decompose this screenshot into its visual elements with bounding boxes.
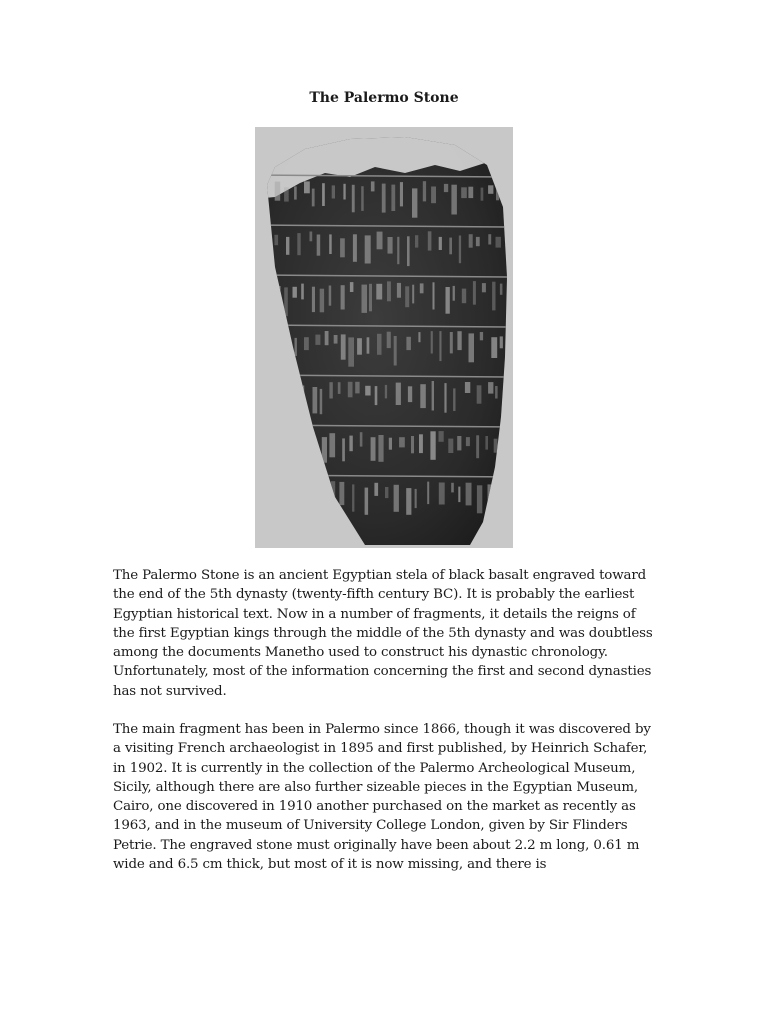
hieroglyph-mark xyxy=(450,332,453,353)
hieroglyph-mark xyxy=(375,386,378,405)
hieroglyph-mark xyxy=(500,481,506,490)
hieroglyph-mark xyxy=(367,337,370,353)
hieroglyph-mark xyxy=(473,281,476,305)
hieroglyph-mark xyxy=(382,184,386,213)
hieroglyph-mark xyxy=(274,235,278,245)
hieroglyph-mark xyxy=(274,436,276,450)
hieroglyph-mark xyxy=(278,384,281,392)
hieroglyph-mark xyxy=(500,336,503,348)
hieroglyph-mark xyxy=(420,283,424,293)
hieroglyph-mark xyxy=(377,232,383,250)
hieroglyph-mark xyxy=(469,234,473,248)
hieroglyph-mark xyxy=(301,386,304,412)
hieroglyph-mark xyxy=(504,433,510,457)
stone-stela-icon xyxy=(255,127,513,548)
hieroglyph-mark xyxy=(407,236,410,266)
hieroglyph-mark xyxy=(320,389,323,414)
hieroglyph-mark xyxy=(315,335,320,345)
hieroglyph-mark xyxy=(312,189,315,207)
hieroglyph-mark xyxy=(408,386,412,402)
hieroglyph-mark xyxy=(451,483,454,493)
hieroglyph-mark xyxy=(495,386,498,399)
hieroglyph-mark xyxy=(313,387,318,413)
hieroglyph-mark xyxy=(265,482,270,510)
hieroglyph-mark xyxy=(476,237,480,246)
hieroglyph-mark xyxy=(488,382,493,394)
hieroglyph-mark xyxy=(374,483,378,496)
hieroglyph-mark xyxy=(405,286,409,307)
hieroglyph-mark xyxy=(387,332,391,348)
hieroglyph-mark xyxy=(412,285,414,304)
hieroglyph-mark xyxy=(420,384,426,408)
hieroglyph-mark xyxy=(329,286,332,306)
hieroglyph-mark xyxy=(476,435,479,458)
hieroglyph-mark xyxy=(265,186,268,205)
hieroglyph-mark xyxy=(394,485,399,512)
hieroglyph-mark xyxy=(312,287,315,312)
hieroglyph-mark xyxy=(341,285,345,309)
hieroglyph-mark xyxy=(361,186,364,211)
hieroglyph-mark xyxy=(446,287,450,314)
hieroglyph-mark xyxy=(500,284,503,295)
hieroglyph-mark xyxy=(394,336,397,366)
hieroglyph-mark xyxy=(496,237,501,248)
hieroglyph-mark xyxy=(371,181,375,191)
hieroglyph-mark xyxy=(387,281,391,301)
hieroglyph-mark xyxy=(492,282,495,311)
hieroglyph-mark xyxy=(391,185,395,211)
hieroglyph-mark xyxy=(332,185,335,198)
hieroglyph-mark xyxy=(433,282,435,309)
hieroglyph-mark xyxy=(458,487,460,503)
hieroglyph-mark xyxy=(385,385,387,399)
hieroglyph-mark xyxy=(469,333,475,362)
hieroglyph-mark xyxy=(415,489,417,508)
hieroglyph-mark xyxy=(371,437,376,461)
hieroglyph-mark xyxy=(355,382,359,394)
hieroglyph-mark xyxy=(439,483,445,505)
hieroglyph-mark xyxy=(325,331,329,345)
hieroglyph-mark xyxy=(302,481,306,510)
hieroglyph-mark xyxy=(265,383,268,400)
hieroglyph-mark xyxy=(462,289,466,304)
hieroglyph-mark xyxy=(415,235,418,247)
hieroglyph-mark xyxy=(322,183,325,206)
page-title: The Palermo Stone xyxy=(309,90,459,106)
hieroglyph-mark xyxy=(494,439,498,453)
hieroglyph-mark xyxy=(360,432,363,446)
hieroglyph-mark xyxy=(275,336,278,364)
hieroglyph-mark xyxy=(365,235,371,263)
hieroglyph-mark xyxy=(451,185,457,215)
hieroglyph-mark xyxy=(377,334,382,355)
hieroglyph-mark xyxy=(343,184,345,200)
hieroglyph-mark xyxy=(503,183,506,199)
hieroglyph-mark xyxy=(439,431,444,442)
hieroglyph-mark xyxy=(427,482,429,505)
hieroglyph-mark xyxy=(389,438,392,450)
hieroglyph-mark xyxy=(334,335,338,344)
hieroglyph-mark xyxy=(444,184,448,192)
hieroglyph-mark xyxy=(400,182,403,206)
hieroglyph-mark xyxy=(265,284,268,298)
hieroglyph-mark xyxy=(312,432,315,460)
hieroglyph-mark xyxy=(468,187,473,198)
hieroglyph-mark xyxy=(491,337,497,358)
hieroglyph-mark xyxy=(329,234,332,254)
hieroglyph-mark xyxy=(301,284,304,300)
hieroglyph-mark xyxy=(286,237,289,255)
hieroglyph-mark xyxy=(480,332,483,340)
hieroglyph-mark xyxy=(331,481,335,502)
hieroglyph-mark xyxy=(295,439,297,450)
hieroglyph-mark xyxy=(461,187,467,198)
hieroglyph-mark xyxy=(457,436,461,450)
hieroglyph-mark xyxy=(365,386,370,396)
paragraph: The Palermo Stone is an ancient Egyptian stela of black basalt engraved toward the end of the 5th dynasty (twenty-fifth century BC). It is probably the earliest Egyptian historical text. Now in a number of fragments, it details the reigns of the first Egyptian kings through the middle of the 5th dynasty and was doubtless among the documents Manetho used to construct his dynastic chronology. Unfortunately, most of the information concerning the first and second dynasties has not survived. xyxy=(113,568,653,699)
hieroglyph-mark xyxy=(477,385,482,403)
hieroglyph-mark xyxy=(291,383,294,408)
hieroglyph-mark xyxy=(340,238,345,257)
hieroglyph-mark xyxy=(488,484,494,514)
hieroglyph-mark xyxy=(396,383,401,405)
hieroglyph-mark xyxy=(439,331,441,361)
hieroglyph-mark xyxy=(477,485,482,513)
hieroglyph-mark xyxy=(349,436,352,452)
hieroglyph-mark xyxy=(397,237,399,264)
hieroglyph-mark xyxy=(439,237,442,250)
hieroglyph-mark xyxy=(431,331,433,353)
hieroglyph-mark xyxy=(322,437,327,463)
hieroglyph-mark xyxy=(385,487,388,498)
hieroglyph-mark xyxy=(284,187,289,201)
hieroglyph-mark xyxy=(488,234,491,244)
hieroglyph-mark xyxy=(342,438,345,461)
hieroglyph-mark xyxy=(294,186,297,199)
hieroglyph-mark xyxy=(282,483,284,503)
hieroglyph-mark xyxy=(293,287,297,298)
hieroglyph-mark xyxy=(423,181,426,201)
hieroglyph-mark xyxy=(482,283,486,292)
hieroglyph-mark xyxy=(287,434,292,450)
hieroglyph-mark xyxy=(430,431,435,460)
hieroglyph-mark xyxy=(339,482,344,505)
hieroglyph-mark xyxy=(352,185,355,213)
hieroglyph-mark xyxy=(357,338,362,355)
hieroglyph-mark xyxy=(348,337,354,366)
hieroglyph-mark xyxy=(412,188,417,217)
hieroglyph-mark xyxy=(466,437,470,446)
hieroglyph-mark xyxy=(329,433,335,457)
hieroglyph-mark xyxy=(265,334,270,351)
hieroglyph-mark xyxy=(453,388,455,411)
hieroglyph-mark xyxy=(397,283,401,298)
hieroglyph-mark xyxy=(285,337,288,351)
hieroglyph-mark xyxy=(341,334,346,359)
hieroglyph-mark xyxy=(431,187,436,204)
hieroglyph-mark xyxy=(418,332,420,342)
hieroglyph-mark xyxy=(365,488,369,515)
hieroglyph-mark xyxy=(329,382,332,398)
hieroglyph-mark xyxy=(378,435,383,462)
hieroglyph-mark xyxy=(275,182,281,201)
hieroglyph-mark xyxy=(352,484,354,511)
hieroglyph-mark xyxy=(444,383,446,413)
hieroglyph-mark xyxy=(457,331,461,350)
hieroglyph-mark xyxy=(453,286,455,301)
hieroglyph-mark xyxy=(465,382,470,393)
hieroglyph-mark xyxy=(488,185,493,194)
hieroglyph-mark xyxy=(290,483,293,499)
hieroglyph-mark xyxy=(376,284,382,300)
palermo-stone-image xyxy=(255,127,513,548)
hieroglyph-mark xyxy=(399,437,405,447)
hieroglyph-mark xyxy=(265,432,268,446)
hieroglyph-mark xyxy=(304,181,310,193)
hieroglyph-mark xyxy=(320,289,324,313)
hieroglyph-mark xyxy=(406,488,411,515)
hieroglyph-mark xyxy=(448,439,453,453)
hieroglyph-mark xyxy=(275,286,281,299)
hieroglyph-mark xyxy=(284,287,288,316)
hieroglyph-mark xyxy=(272,486,277,513)
hieroglyph-mark xyxy=(303,432,307,449)
hieroglyph-mark xyxy=(411,436,414,453)
hieroglyph-mark xyxy=(304,337,309,350)
hieroglyph-mark xyxy=(353,234,357,261)
hieroglyph-mark xyxy=(265,231,270,243)
hieroglyph-mark xyxy=(317,235,321,256)
hieroglyph-mark xyxy=(432,381,434,411)
hieroglyph-mark xyxy=(311,485,316,496)
hieroglyph-mark xyxy=(481,188,484,201)
hieroglyph-mark xyxy=(496,181,499,200)
hieroglyph-mark xyxy=(338,382,341,394)
hieroglyph-mark xyxy=(428,231,432,250)
paragraph: The main fragment has been in Palermo since 1866, though it was discovered by a visiting French archaeologist in 1895 and first published, by Heinrich Schafer, in 1902. It is currently in the collection of the Palermo Archeological Museum, Sicily, although there are also further sizeable pieces in the Egyptian Museum, Cairo, one discovered in 1910 another purchased on the market as recently as 1963, and in the museum of University College London, given by Sir Flinders Petrie. The engraved stone must originally have been about 2.2 m long, 0.61 m wide and 6.5 cm thick, but most of it is now missing, and there is xyxy=(113,722,651,873)
hieroglyph-mark xyxy=(295,338,297,356)
hieroglyph-mark xyxy=(459,236,461,264)
hieroglyph-mark xyxy=(388,237,393,254)
hieroglyph-mark xyxy=(466,483,472,506)
hieroglyph-mark xyxy=(419,434,423,453)
hieroglyph-mark xyxy=(369,284,372,312)
hieroglyph-mark xyxy=(310,232,313,242)
hieroglyph-mark xyxy=(485,436,488,450)
hieroglyph-mark xyxy=(449,238,452,255)
hieroglyph-mark xyxy=(505,385,509,413)
hieroglyph-mark xyxy=(297,233,300,255)
hieroglyph-mark xyxy=(406,337,411,350)
hieroglyph-mark xyxy=(348,382,353,398)
hieroglyph-mark xyxy=(319,489,321,511)
hieroglyph-mark xyxy=(362,285,368,313)
hieroglyph-mark xyxy=(350,282,354,292)
